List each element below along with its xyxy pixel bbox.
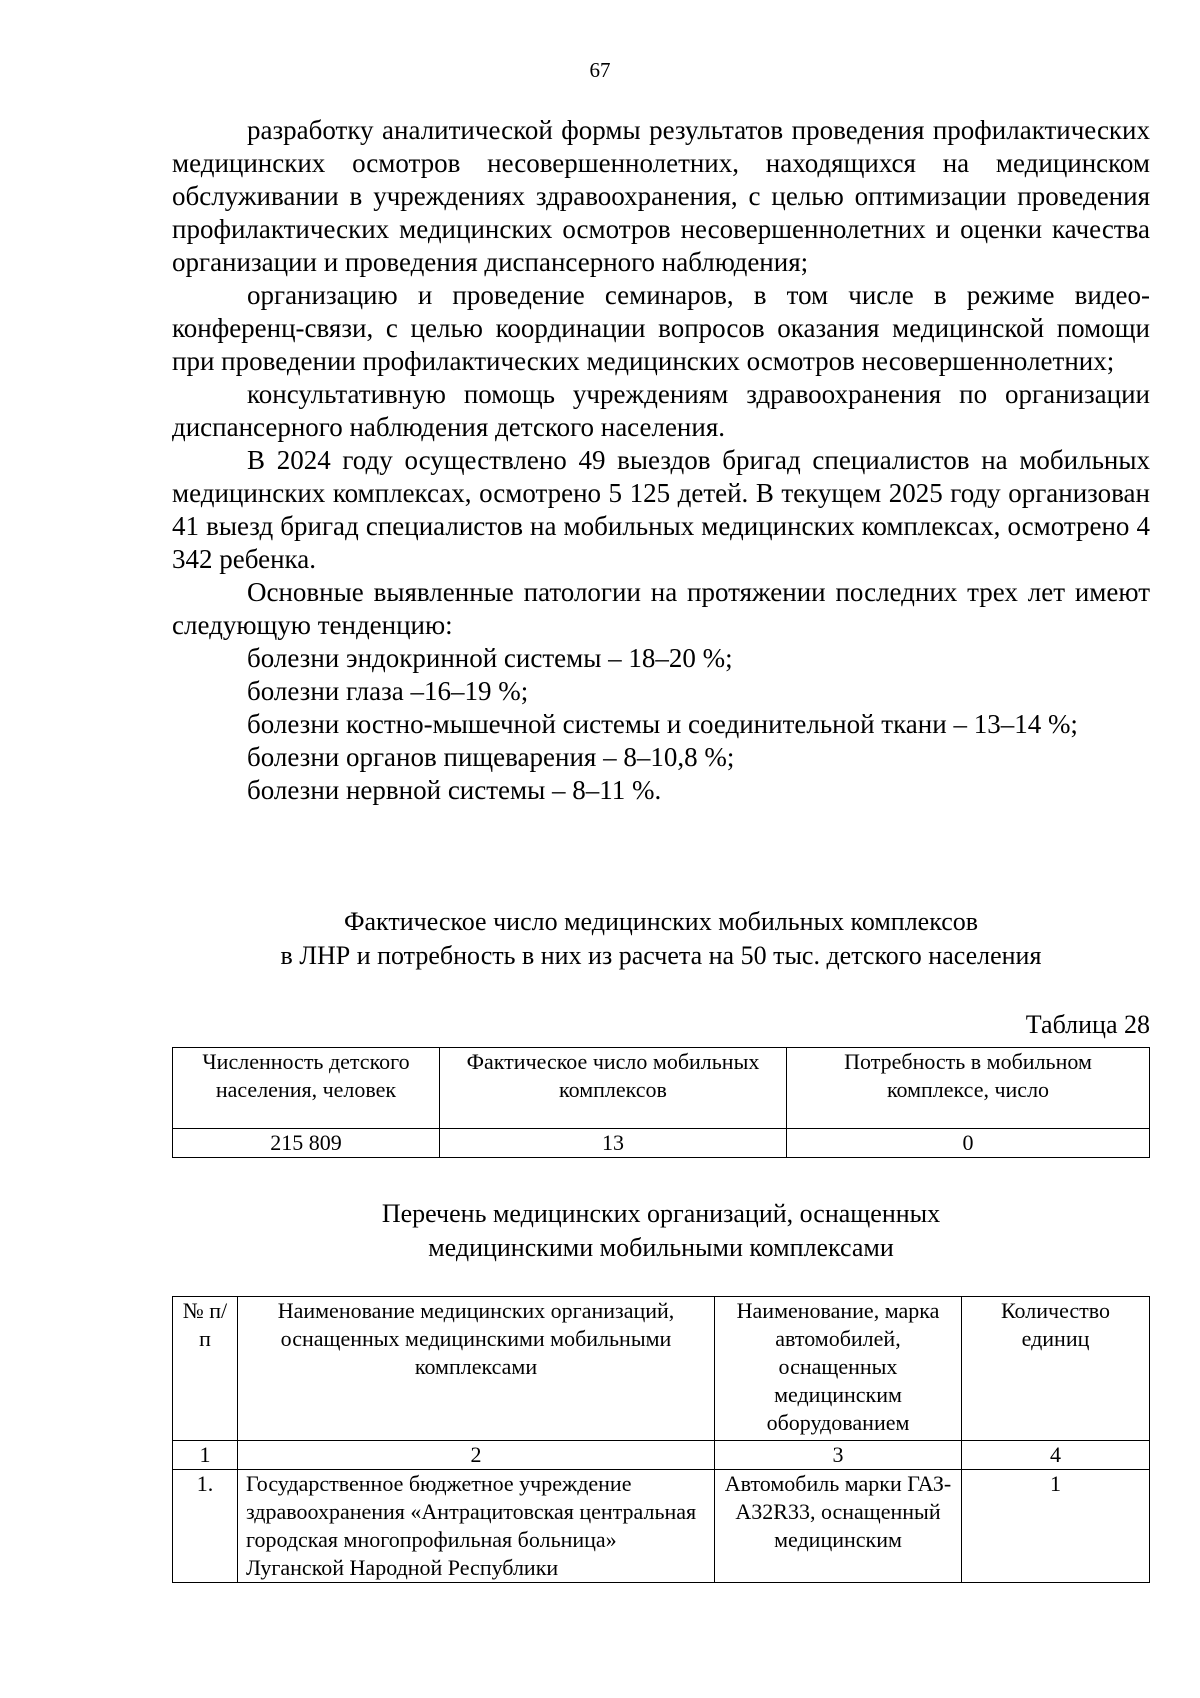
pathology-item: болезни глаза –16–19 %; [247, 676, 529, 706]
table-header-cell: Наименование медицинских организаций, оснащенных медицинскими мобильными комплексами [238, 1297, 715, 1441]
section-title-line: медицинскими мобильными комплексами [428, 1233, 894, 1262]
table-cell: Автомобиль марки ГАЗ-А32R33, оснащенный медицинским [715, 1470, 962, 1583]
column-number: 4 [962, 1441, 1150, 1470]
column-number: 1 [173, 1441, 238, 1470]
section-title-line: в ЛНР и потребность в них из расчета на 50 тыс. детского населения [280, 941, 1042, 970]
pathology-item: болезни костно-мышечной системы и соединительной ткани – 13–14 %; [247, 709, 1078, 739]
section-title-line: Фактическое число медицинских мобильных комплексов [343, 907, 979, 936]
table-cell: 1 [962, 1470, 1150, 1583]
paragraph: консультативную помощь учреждениям здравоохранения по организации диспансерного наблюдения детского населения. [172, 379, 1150, 442]
table-cell: 1. [173, 1470, 238, 1583]
paragraph: Основные выявленные патологии на протяжении последних трех лет имеют следующую тенденцию: [172, 577, 1150, 640]
section-title-organizations [172, 1197, 1150, 1265]
table-header-cell: Фактическое число мобильных комплексов [440, 1048, 787, 1129]
paragraph: В 2024 году осуществлено 49 выездов бригад специалистов на мобильных медицинских комплексах, осмотрено 5 125 детей. В текущем 2025 году организован 41 выезд бригад специалистов на мобильных медицинских комплексах, осмотрено 4 342 ребенка. [172, 445, 1150, 574]
column-number: 2 [238, 1441, 715, 1470]
table-header-cell: № п/п [173, 1297, 238, 1441]
table-cell: 13 [440, 1129, 787, 1158]
pathology-item: болезни эндокринной системы – 18–20 %; [247, 643, 733, 673]
paragraph: организацию и проведение семинаров, в том числе в режиме видео-конференц-связи, с целью координации вопросов оказания медицинской помощи при проведении профилактических медицинских осмотров несовершеннолетних; [172, 280, 1150, 376]
pathology-item: болезни нервной системы – 8–11 %. [247, 775, 662, 805]
table-organizations [172, 1296, 1150, 1583]
table-header-cell: Наименование, марка автомобилей, оснащенных медицинским оборудованием [715, 1297, 962, 1441]
table-cell: Государственное бюджетное учреждение здравоохранения «Антрацитовская центральная городская многопрофильная больница» Луганской Народной Республики [238, 1470, 715, 1583]
table-header-cell: Численность детского населения, человек [173, 1048, 440, 1129]
pathology-item: болезни органов пищеварения – 8–10,8 %; [247, 742, 735, 772]
table-cell: 215 809 [173, 1129, 440, 1158]
table-header-cell: Количество единиц [962, 1297, 1150, 1441]
table-28 [172, 1047, 1150, 1158]
section-title-mobile-complexes [172, 905, 1150, 973]
page-number: 67 [589, 58, 611, 82]
section-title-line: Перечень медицинских организаций, оснащенных [381, 1199, 941, 1228]
table-caption: Таблица 28 [1025, 1010, 1150, 1039]
paragraph: разработку аналитической формы результатов проведения профилактических медицинских осмотров несовершеннолетних, находящихся на медицинском обслуживании в учреждениях здравоохранения, с целью оптимизации проведения профилактических медицинских осмотров несовершеннолетних и оценки качества организации и проведения диспансерного наблюдения; [172, 115, 1150, 277]
column-number: 3 [715, 1441, 962, 1470]
table-header-cell: Потребность в мобильном комплексе, число [787, 1048, 1150, 1129]
table-cell: 0 [787, 1129, 1150, 1158]
body-text [172, 114, 1150, 807]
